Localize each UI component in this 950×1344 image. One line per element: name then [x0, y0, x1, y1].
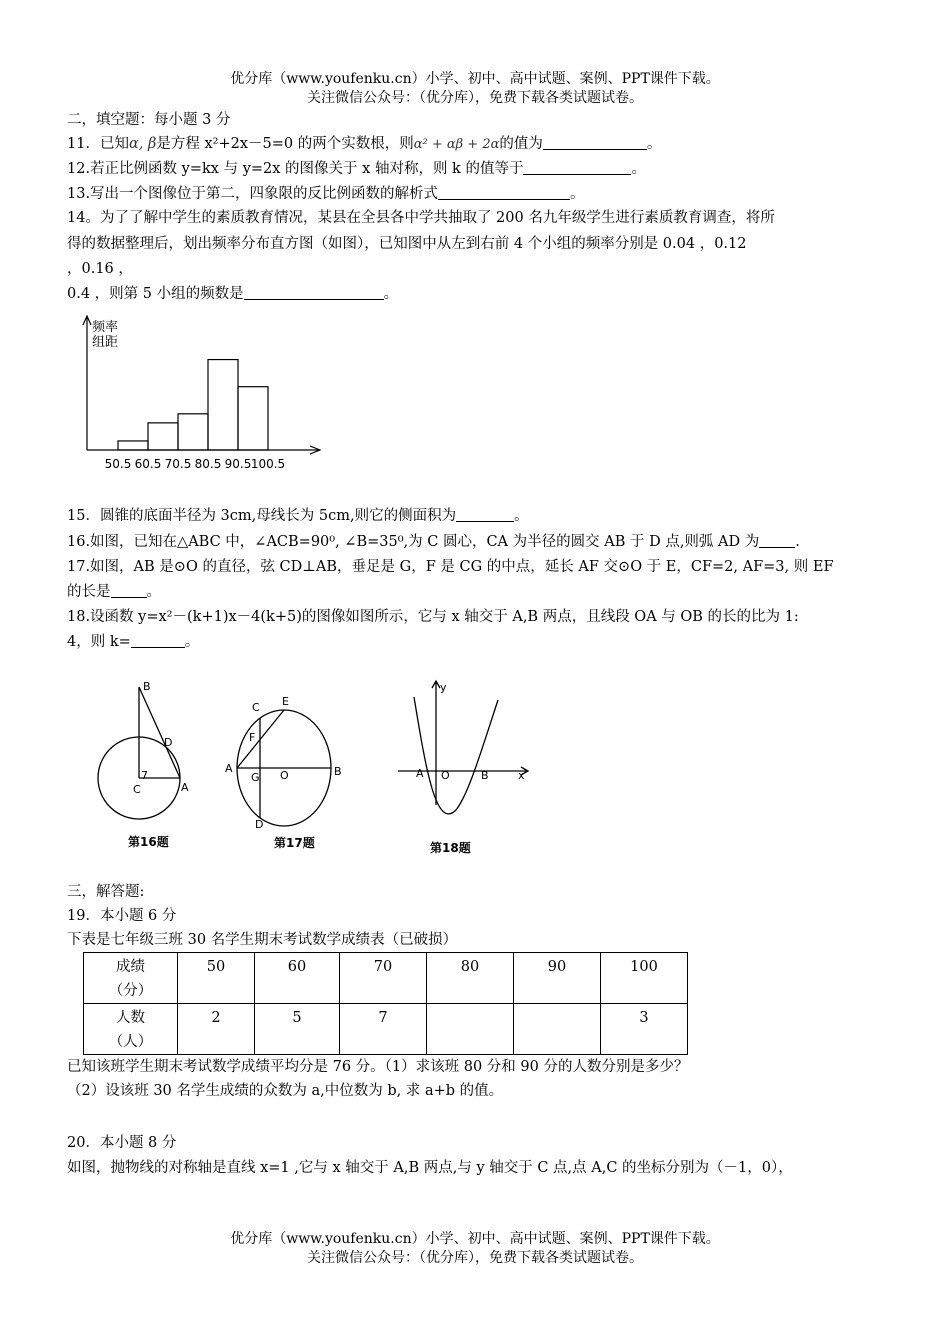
q15-answer-blank[interactable]	[456, 506, 514, 522]
histogram-bar	[238, 387, 268, 450]
count-cell: 7	[340, 1004, 427, 1055]
question-15	[67, 506, 529, 526]
q12-text: 12.若正比例函数 y=kx 与 y=2x 的图像关于 x 轴对称，则 k 的值等于	[67, 161, 524, 177]
question-17-final	[67, 582, 161, 602]
score-cell: 100	[601, 953, 688, 1004]
fig17-label-b: B	[334, 765, 342, 778]
figure-16	[95, 675, 210, 855]
q13-text: 13.写出一个图像位于第二，四象限的反比例函数的解析式	[67, 186, 439, 202]
q13-answer-blank[interactable]	[438, 184, 570, 200]
question-18-final	[67, 632, 199, 652]
histogram-axes	[83, 316, 320, 454]
fig18-caption: 第18题	[430, 841, 471, 855]
q16-text: 16.如图，已知在△ABC 中，∠ACB=90⁰, ∠B=35⁰,为 C 圆心，CA 为半径的圆交 AB 于 D 点,则弧 AD 为	[67, 534, 760, 550]
fig16-label-d: D	[164, 736, 173, 749]
score-row	[84, 953, 688, 1004]
q20-title: 20．本小题 8 分	[67, 1135, 177, 1151]
q18-line1: 18.设函数 y=x²－(k+1)x－4(k+5)的图像如图所示，它与 x 轴交于 A,B 两点，且线段 OA 与 OB 的长的比为 1:	[67, 609, 799, 625]
score-cell: 50	[178, 953, 255, 1004]
q18-answer-blank[interactable]	[131, 632, 185, 648]
q18-line2: 4，则 k=	[67, 634, 131, 650]
fig16-label-b: B	[143, 680, 151, 693]
fig18-label-o: O	[441, 769, 450, 782]
q17-end: 。	[146, 584, 161, 600]
count-cell: 5	[255, 1004, 340, 1055]
fig17-label-e: E	[282, 695, 289, 708]
histogram-tick-label: 90.5	[224, 457, 252, 471]
q11-expression: α² + αβ + 2α	[413, 137, 500, 152]
fig17-label-f: F	[249, 731, 256, 744]
y-axis-label-top: 频率	[92, 320, 119, 335]
figure-17	[222, 690, 352, 860]
q14-line1: 14。为了了解中学生的素质教育情况，某县在全县各中学共抽取了 200 名九年级学生进行素质教育调查，将所	[67, 210, 775, 226]
q14-line2: 得的数据整理后，划出频率分布直方图（如图），已知图中从左到右前 4 个小组的频率分别是 0.04 ，0.12	[67, 236, 747, 252]
q11-pre: 11．已知	[67, 136, 129, 152]
question-12	[67, 159, 646, 179]
histogram-tick-label: 70.5	[164, 457, 192, 471]
q20-text: 如图，抛物线的对称轴是直线 x=1 ,它与 x 轴交于 A,B 两点,与 y 轴交于 C 点,点 A,C 的坐标分别为（－1，0），	[67, 1160, 793, 1176]
fig17-caption: 第17题	[274, 836, 315, 850]
q14-line4: 0.4 ，则第 5 小组的频数是	[67, 286, 244, 302]
score-table	[83, 952, 688, 1055]
fig16-label-c: C	[133, 783, 141, 796]
fig18-label-a: A	[416, 767, 424, 780]
q18-end: 。	[184, 634, 200, 650]
q14-line3: ，0.16 ，	[67, 261, 133, 277]
fig17-label-o: O	[280, 769, 289, 782]
q19-after-line2: （2）设该班 30 名学生成绩的众数为 a,中位数为 b, 求 a+b 的值。	[67, 1083, 504, 1099]
count-cell: 2	[178, 1004, 255, 1055]
count-header-label: 人数	[116, 1010, 145, 1026]
q19-after-line1: 已知该班学生期末考试数学成绩平均分是 76 分。（1）求该班 80 分和 90 分的人数分别是多少？	[67, 1059, 689, 1075]
section2-title: 二，填空题：每小题 3 分	[67, 112, 231, 128]
q14-answer-blank[interactable]	[244, 284, 384, 300]
page-header-line1: 优分库（www.youfenku.cn）小学、初中、高中试题、案例、PPT课件下载。	[230, 71, 720, 87]
score-cell: 70	[340, 953, 427, 1004]
fig16-caption: 第16题	[128, 835, 169, 849]
frequency-histogram	[70, 310, 330, 482]
count-cell: 3	[601, 1004, 688, 1055]
score-cell: 80	[427, 953, 514, 1004]
q15-text: 15．圆锥的底面半径为 3cm,母线长为 5cm,则它的侧面积为	[67, 508, 457, 524]
score-header-label: 成绩	[116, 959, 145, 975]
score-header-cell	[84, 953, 178, 1004]
fig16-right-angle-mark: 7	[141, 769, 148, 782]
q11-answer-blank[interactable]	[543, 134, 647, 150]
histogram-tick-label: 60.5	[134, 457, 162, 471]
histogram-tick-label: 100.5	[250, 457, 286, 471]
histogram-bars	[118, 360, 268, 450]
question-13	[67, 184, 585, 204]
histogram-bar	[118, 441, 148, 450]
score-cell: 60	[255, 953, 340, 1004]
histogram-tick-label: 50.5	[104, 457, 132, 471]
page-header-line2: 关注微信公众号：（优分库），免费下载各类试题试卷。	[307, 90, 643, 106]
histogram-tick-labels	[105, 457, 286, 471]
fig17-label-a: A	[225, 762, 233, 775]
section3-title: 三，解答题:	[67, 884, 145, 900]
y-axis-label-bottom: 组距	[92, 335, 119, 350]
histogram-bar	[148, 423, 178, 450]
q16-end: .	[795, 534, 800, 550]
fig17-label-c: C	[252, 701, 260, 714]
score-cell: 90	[514, 953, 601, 1004]
q15-end: 。	[514, 508, 529, 524]
count-header-cell	[84, 1004, 178, 1055]
page-footer-line1: 优分库（www.youfenku.cn）小学、初中、高中试题、案例、PPT课件下载。	[230, 1231, 720, 1247]
count-row	[84, 1004, 688, 1055]
fig16-label-a: A	[181, 781, 189, 794]
q17-line2: 的长是	[67, 584, 111, 600]
score-header-unit: （分）	[108, 983, 153, 999]
fig17-label-d: D	[255, 818, 264, 831]
fig18-parabola	[414, 697, 498, 814]
question-16	[67, 532, 800, 552]
figure-18	[398, 675, 538, 860]
histogram-tick-label: 80.5	[194, 457, 222, 471]
question-11	[67, 134, 661, 155]
question-14-final	[67, 284, 398, 304]
histogram-bar	[178, 414, 208, 450]
q17-answer-blank[interactable]	[111, 582, 147, 598]
fig16-line-ba	[139, 687, 180, 778]
page-footer-line2: 关注微信公众号：（优分库），免费下载各类试题试卷。	[307, 1250, 643, 1266]
q17-line1: 17.如图，AB 是⊙O 的直径，弦 CD⊥AB，垂足是 G，F 是 CG 的中点，延长 AF 交⊙O 于 E，CF=2, AF=3, 则 EF	[67, 559, 834, 575]
q16-answer-blank[interactable]	[759, 532, 795, 548]
q11-alphabeta: α, β	[128, 136, 157, 152]
q14-end: 。	[383, 286, 399, 302]
q11-mid: 是方程 x²+2x－5=0 的两个实数根，则	[156, 136, 414, 152]
histogram-bar	[208, 360, 238, 450]
count-cell[interactable]	[514, 1004, 601, 1055]
fig18-label-b: B	[481, 769, 489, 782]
q19-title: 19．本小题 6 分	[67, 908, 177, 924]
q12-answer-blank[interactable]	[523, 159, 631, 175]
fig18-label-x: x	[518, 769, 525, 782]
fig17-label-g: G	[251, 771, 260, 784]
q11-end: 。	[646, 136, 662, 152]
q12-end: 。	[631, 161, 646, 177]
count-cell[interactable]	[427, 1004, 514, 1055]
fig18-label-y: y	[440, 681, 447, 694]
count-header-unit: （人）	[108, 1034, 153, 1050]
q11-post: 的值为	[499, 136, 543, 152]
q19-intro: 下表是七年级三班 30 名学生期末考试数学成绩表（已破损）	[67, 932, 458, 948]
q13-end: 。	[570, 186, 585, 202]
